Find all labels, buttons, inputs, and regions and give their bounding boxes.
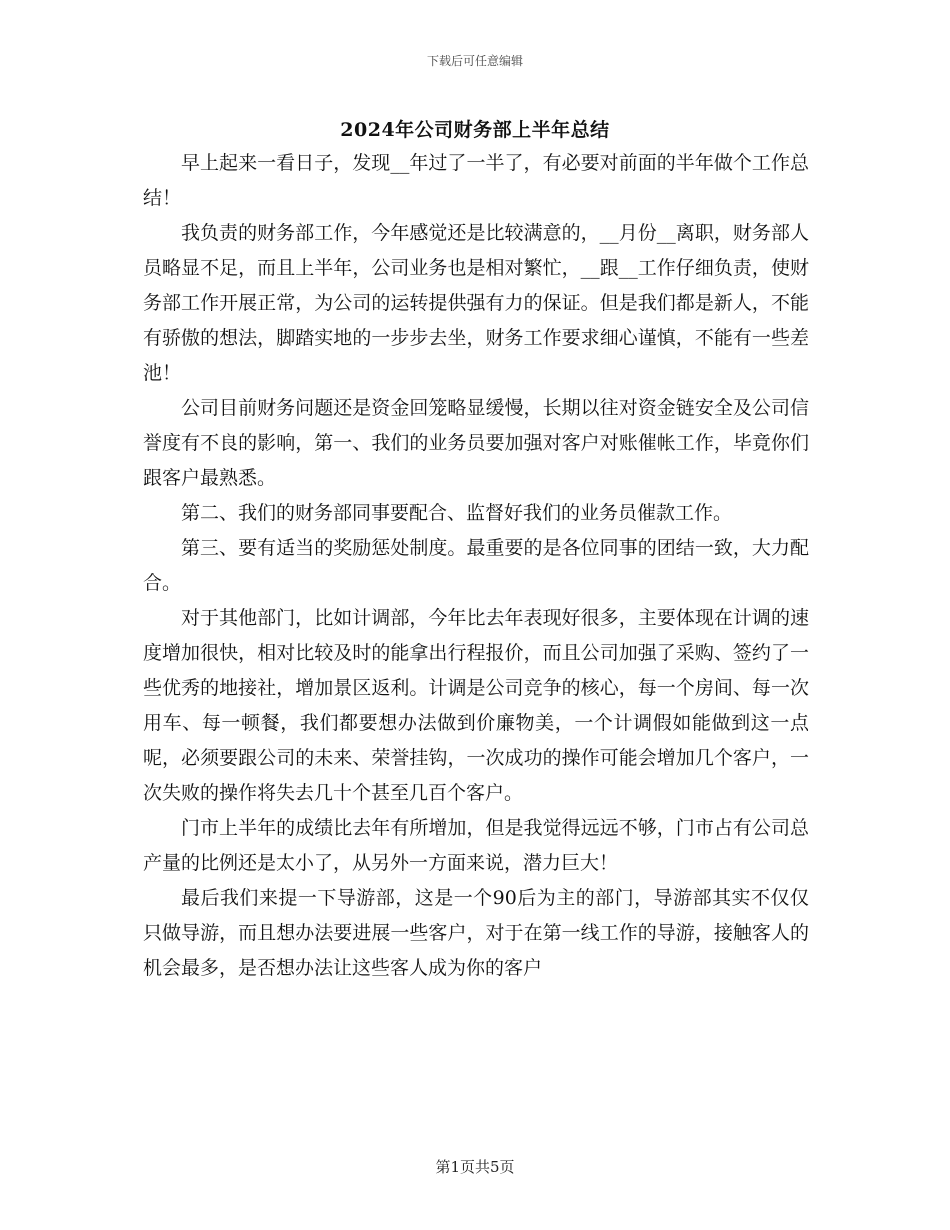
paragraph-5: 第三、要有适当的奖励惩处制度。最重要的是各位同事的团结一致，大力配合。 [143,537,809,594]
paragraph-7: 门市上半年的成绩比去年有所增加，但是我觉得远远不够，门市占有公司总产量的比例还是太小了，从另外一方面来说，潜力巨大！ [143,817,809,874]
paragraph-2: 我负责的财务部工作，今年感觉还是比较满意的，__月份__离职，财务部人员略显不足，而且上半年，公司业务也是相对繁忙，__跟__工作仔细负责，使财务部工作开展正常，为公司的运转提供强有力的保证。但是我们都是新人，不能有骄傲的想法，脚踏实地的一步步去坐，财务工作要求细心谨慎，不能有一些差池！ [143,222,809,384]
paragraph-6: 对于其他部门，比如计调部，今年比去年表现好很多，主要体现在计调的速度增加很快，相对比较及时的能拿出行程报价，而且公司加强了采购、签约了一些优秀的地接社，增加景区返利。计调是公司竞争的核心，每一个房间、每一次用车、每一顿餐，我们都要想办法做到价廉物美，一个计调假如能做到这一点呢，必须要跟公司的未来、荣誉挂钩，一次成功的操作可能会增加几个客户，一次失败的操作将失去几十个甚至几百个客户。 [143,607,809,804]
document-title: 2024年公司财务部上半年总结 [340,119,610,141]
page-header-note: 下载后可任意编辑 [426,54,523,68]
page-number-footer: 第1页共5页 [435,1158,515,1176]
paragraph-1: 早上起来一看日子，发现__年过了一半了，有必要对前面的半年做个工作总结！ [143,152,809,209]
paragraph-3: 公司目前财务问题还是资金回笼略显缓慢，长期以往对资金链安全及公司信誉度有不良的影响，第一、我们的业务员要加强对客户对账催帐工作，毕竟你们跟客户最熟悉。 [143,397,809,489]
paragraph-8: 最后我们来提一下导游部，这是一个90后为主的部门，导游部其实不仅仅只做导游，而且想办法要进展一些客户，对于在第一线工作的导游，接触客人的机会最多，是否想办法让这些客人成为你的客户 [143,887,809,979]
paragraph-4: 第二、我们的财务部同事要配合、监督好我们的业务员催款工作。 [181,502,733,524]
document-body [143,146,809,986]
